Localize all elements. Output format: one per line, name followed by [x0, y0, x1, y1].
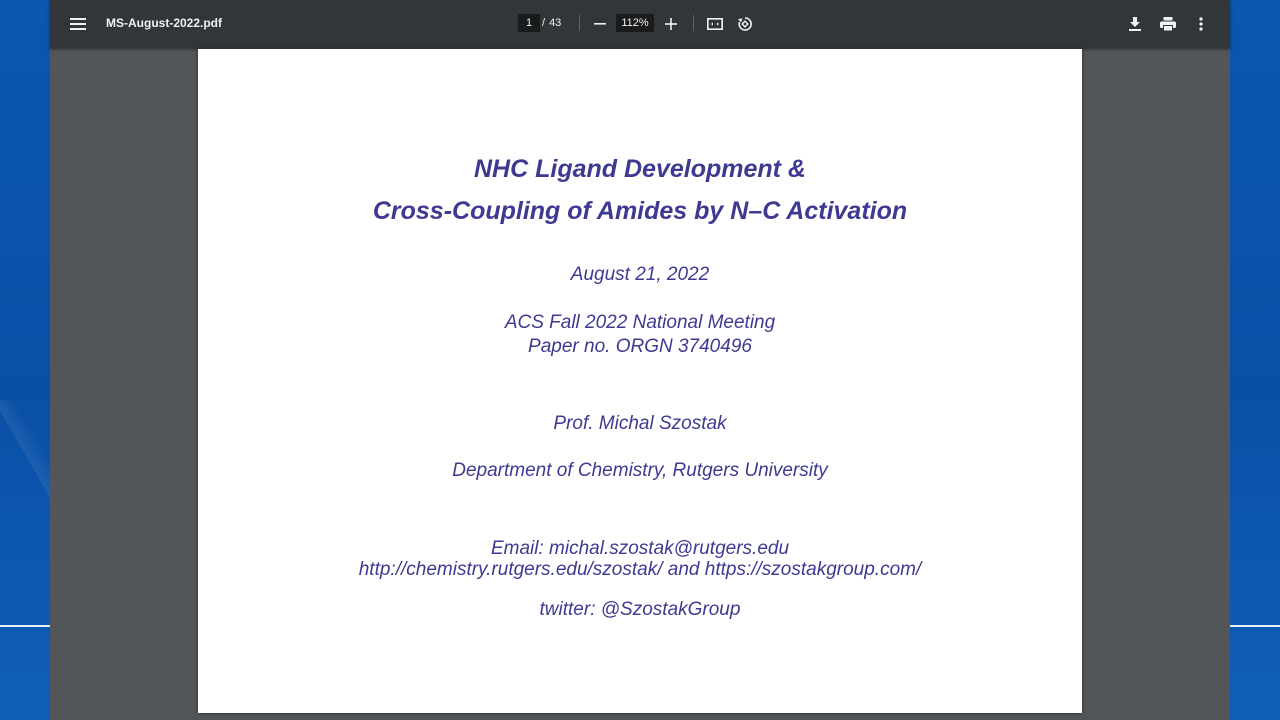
- menu-icon[interactable]: [66, 12, 90, 36]
- page-count: [542, 17, 561, 29]
- fit-to-page-icon[interactable]: [703, 12, 727, 36]
- toolbar-divider: [579, 15, 580, 31]
- rotate-icon[interactable]: [733, 12, 757, 36]
- pdf-viewer: [50, 0, 1230, 720]
- slide-meeting: ACS Fall 2022 National Meeting: [504, 312, 776, 333]
- slide-department: Department of Chemistry, Rutgers University: [452, 460, 828, 481]
- slide-date: August 21, 2022: [570, 264, 710, 285]
- backdrop-left: [0, 0, 50, 720]
- page-total: 43: [549, 17, 562, 29]
- file-name: MS-August-2022.pdf: [106, 16, 223, 30]
- plus-icon[interactable]: [659, 12, 683, 36]
- slide-paper-number: Paper no. ORGN 3740496: [528, 336, 752, 357]
- slide-title-line-1: NHC Ligand Development &: [474, 155, 806, 183]
- backdrop-stripe-right: [1230, 625, 1280, 627]
- page-number-input[interactable]: 1: [518, 14, 540, 32]
- toolbar-divider: [693, 15, 694, 31]
- page-separator: /: [542, 17, 546, 29]
- slide-twitter: twitter: @SzostakGroup: [539, 599, 741, 620]
- backdrop-right: [1230, 0, 1280, 720]
- minus-icon[interactable]: [588, 12, 612, 36]
- print-icon[interactable]: [1156, 12, 1180, 36]
- backdrop-decoration: [0, 400, 50, 510]
- slide-author: Prof. Michal Szostak: [553, 413, 727, 434]
- backdrop-stripe-left: [0, 625, 50, 627]
- slide-email: Email: michal.szostak@rutgers.edu: [490, 538, 790, 559]
- pdf-toolbar: [50, 0, 1230, 48]
- pdf-page: [198, 49, 1082, 713]
- slide-title-line-2: Cross-Coupling of Amides by N–C Activation: [372, 197, 908, 225]
- slide-urls: http://chemistry.rutgers.edu/szostak/ and https://szostakgroup.com/: [358, 559, 922, 580]
- zoom-level[interactable]: 112%: [616, 14, 654, 32]
- download-icon[interactable]: [1123, 12, 1147, 36]
- more-vertical-icon[interactable]: [1189, 12, 1213, 36]
